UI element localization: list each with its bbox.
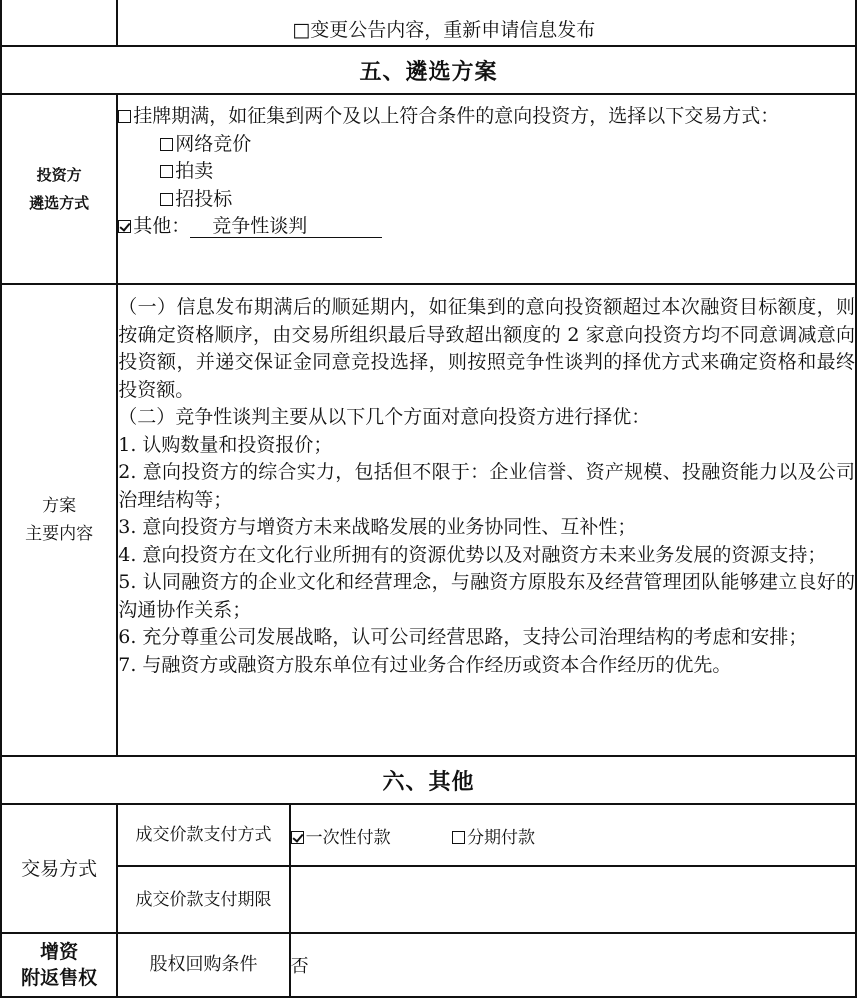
- trade-method-label: 交易方式: [1, 804, 117, 933]
- plan-paragraph: 7. 与融资方或融资方股东单位有过业务合作经历或资本合作经历的优先。: [118, 653, 732, 676]
- plan-paragraph: 6. 充分尊重公司发展战略，认可公司经营思路，支持公司治理结构的考虑和安排；: [118, 626, 808, 648]
- checkbox-icon[interactable]: [160, 165, 173, 178]
- plan-paragraph: 1. 认购数量和投资报价；: [118, 433, 333, 456]
- other-value: 竞争性谈判: [190, 215, 382, 238]
- buyback-condition-value: 否: [290, 933, 856, 997]
- section-title: 六、其他: [1, 756, 856, 804]
- plan-paragraph: 3. 意向投资方与增资方未来战略发展的业务协同性、互补性；: [118, 516, 637, 538]
- plan-paragraph: 5. 认同融资方的企业文化和经营理念，与融资方原股东及经营管理团队能够建立良好的沟通协作关系；: [118, 571, 855, 621]
- payment-term-row: [1, 866, 856, 933]
- payment-term-value: [290, 866, 856, 933]
- option-online-auction: 网络竞价: [118, 131, 855, 159]
- plan-content: [117, 284, 856, 756]
- put-option-row: [1, 933, 856, 997]
- plan-paragraph: （一）信息发布期满后的顺延期内，如征集到的意向投资额超过本次融资目标额度，则按确定资格顺序，由交易所组织最后导致超出额度的 2 家意向投资方均不同意调减意向投资额，并递交保证金同意竞投选择，则按照竞争性谈判的择优方式来确定资格和最终投资额。: [118, 296, 855, 401]
- selection-intro: 挂牌期满，如征集到两个及以上符合条件的意向投资方，选择以下交易方式：: [118, 103, 855, 131]
- selection-method-row: [1, 94, 856, 284]
- selection-method-label: 投资方 遴选方式: [1, 94, 117, 284]
- plan-row: [1, 284, 856, 756]
- top-fragment-row: [1, 0, 856, 46]
- checked-checkbox-icon[interactable]: [118, 220, 131, 233]
- section6-heading-row: [1, 756, 856, 804]
- option-auction: 拍卖: [118, 158, 855, 186]
- put-option-label: 增资 附返售权: [1, 933, 117, 997]
- buyback-condition-label: 股权回购条件: [117, 933, 289, 997]
- top-fragment-text: □变更公告内容，重新申请信息发布: [292, 19, 596, 41]
- plan-label: 方案 主要内容: [1, 284, 117, 756]
- section-title: 五、遴选方案: [1, 46, 856, 94]
- section5-heading-row: [1, 46, 856, 94]
- plan-paragraph: 4. 意向投资方在文化行业所拥有的资源优势以及对融资方未来业务发展的资源支持；: [118, 543, 827, 566]
- checkbox-icon[interactable]: [452, 831, 465, 844]
- option-other: 其他： 竞争性谈判: [118, 213, 855, 241]
- checkbox-icon[interactable]: [160, 193, 173, 206]
- checked-checkbox-icon[interactable]: [291, 831, 304, 844]
- payment-term-label: 成交价款支付期限: [117, 866, 289, 933]
- checkbox-icon[interactable]: [160, 138, 173, 151]
- payment-method-options: [290, 804, 856, 866]
- checkbox-icon[interactable]: [118, 110, 131, 123]
- payment-method-row: [1, 804, 856, 866]
- payment-method-label: 成交价款支付方式: [117, 804, 289, 866]
- option-lump-sum: 一次性付款: [291, 823, 391, 848]
- plan-paragraph: （二）竞争性谈判主要从以下几个方面对意向投资方进行择优：: [118, 406, 651, 428]
- option-tender: 招投标: [118, 186, 855, 214]
- selection-method-content: [117, 94, 856, 284]
- plan-paragraph: 2. 意向投资方的综合实力，包括但不限于：企业信誉、资产规模、投融资能力以及公司治理结构等；: [118, 461, 855, 511]
- option-installment: 分期付款: [452, 823, 535, 848]
